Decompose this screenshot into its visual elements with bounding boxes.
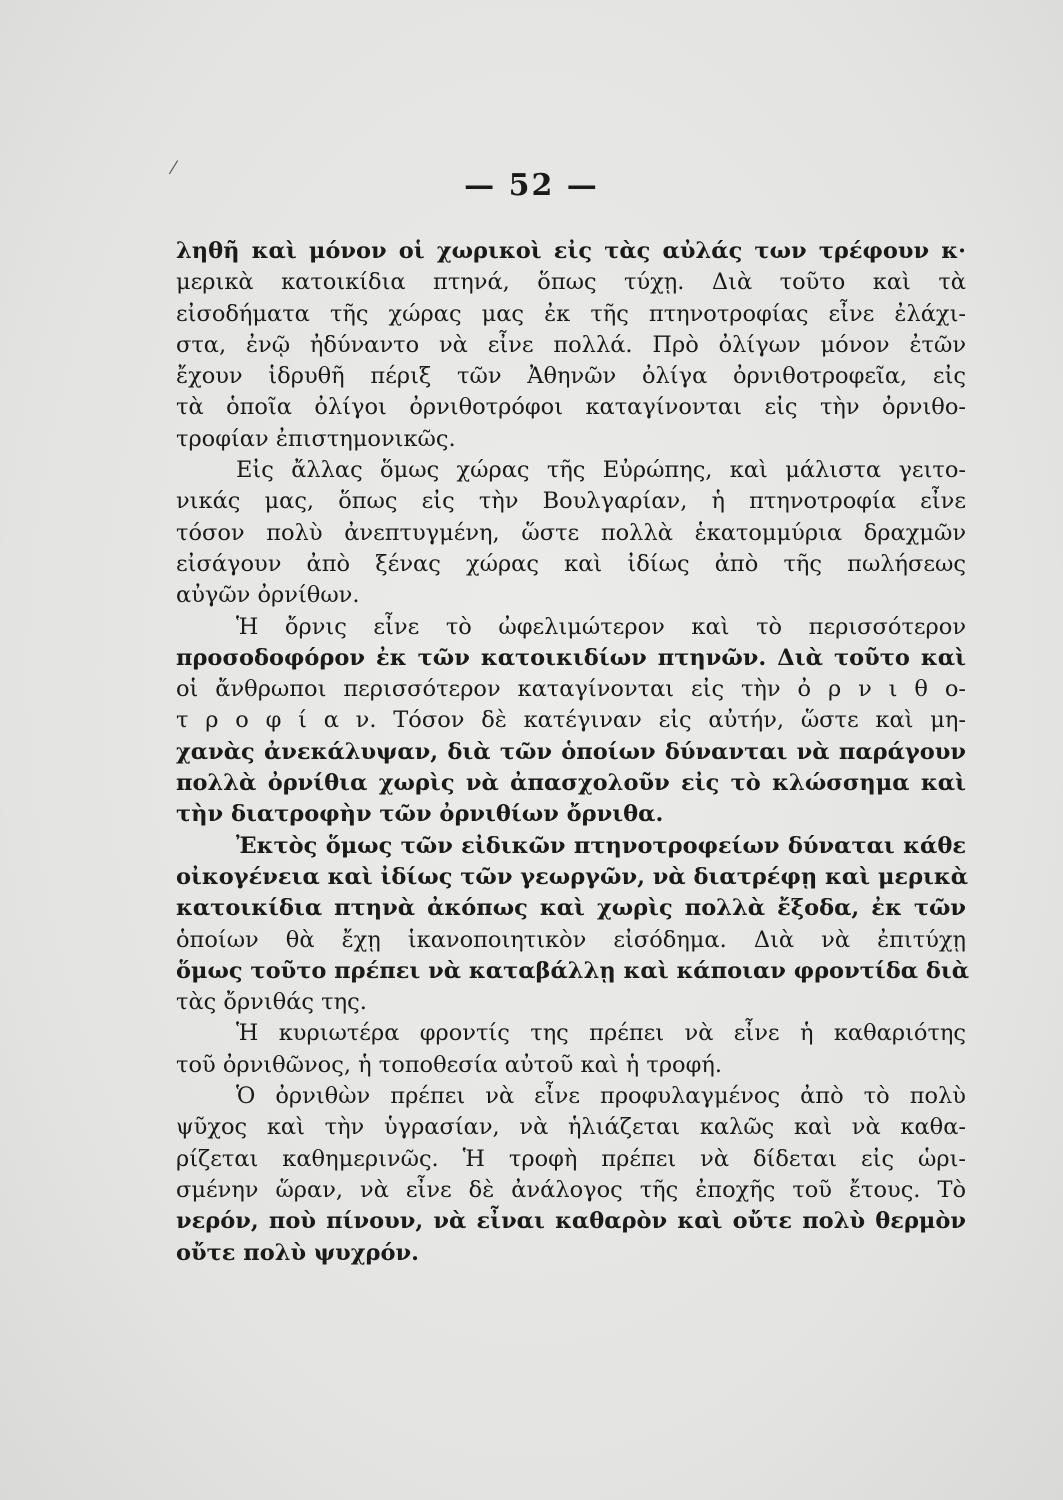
- text-line: Ἡ ὄρνις εἶνε τὸ ὠφελιμώτερον καὶ τὸ περισσότερον: [236, 613, 966, 640]
- text-line: ψῦχος καὶ τὴν ὑγρασίαν, νὰ ἡλιάζεται καλῶς καὶ νὰ καθα-: [176, 1114, 966, 1141]
- text-line: τ ρ ο φ ί α ν. Τόσον δὲ κατέγιναν εἰς αὐτήν, ὥστε καὶ μη-: [176, 707, 966, 734]
- text-line: τὰς ὄρνιθάς της.: [176, 989, 367, 1016]
- text-line: οἱ ἄνθρωποι περισσότερον καταγίνονται εἰς τὴν ὀ ρ ν ι θ ο-: [176, 676, 966, 703]
- text-line: τοῦ ὀρνιθῶνος, ἡ τοποθεσία αὐτοῦ καὶ ἡ τροφή.: [176, 1051, 722, 1078]
- text-line: τὰ ὁποῖα ὀλίγοι ὀρνιθοτρόφοι καταγίνονται εἰς τὴν ὀρνιθο-: [176, 394, 966, 421]
- text-line: τροφίαν ἐπιστημονικῶς.: [176, 425, 456, 452]
- text-line: εἰσοδήματα τῆς χώρας μας ἐκ τῆς πτηνοτροφίας εἶνε ἐλάχι-: [176, 300, 966, 327]
- text-line: οὔτε πολὺ ψυχρόν.: [176, 1239, 419, 1266]
- text-line: ὁποίων θὰ ἔχῃ ἱκανοποιητικὸν εἰσόδημα. Διὰ νὰ ἐπιτύχῃ: [176, 926, 966, 953]
- text-line: ἔχουν ἱδρυθῆ πέριξ τῶν Ἀθηνῶν ὀλίγα ὀρνιθοτροφεῖα, εἰς: [176, 363, 966, 390]
- text-line: τόσον πολὺ ἀνεπτυγμένη, ὥστε πολλὰ ἑκατομμύρια δραχμῶν: [176, 519, 966, 546]
- text-line: μερικὰ κατοικίδια πτηνά, ὅπως τύχῃ. Διὰ τοῦτο καὶ τὰ: [176, 269, 966, 296]
- text-line: αὐγῶν ὀρνίθων.: [176, 582, 360, 609]
- text-line: στα, ἐνῷ ἠδύναντο νὰ εἶνε πολλά. Πρὸ ὀλίγων μόνον ἐτῶν: [176, 331, 966, 358]
- text-line: πολλὰ ὀρνίθια χωρὶς νὰ ἀπασχολοῦν εἰς τὸ κλώσσημα καὶ: [176, 770, 966, 797]
- text-line: σμένην ὥραν, νὰ εἶνε δὲ ἀνάλογος τῆς ἐποχῆς τοῦ ἔτους. Τὸ: [176, 1176, 966, 1203]
- text-line: προσοδοφόρον ἐκ τῶν κατοικιδίων πτηνῶν. Διὰ τοῦτο καὶ: [176, 644, 966, 671]
- text-line: οἰκογένεια καὶ ἰδίως τῶν γεωργῶν, νὰ διατρέφῃ καὶ μερικὰ: [176, 863, 969, 890]
- text-line: Ἡ κυριωτέρα φροντίς της πρέπει νὰ εἶνε ἡ καθαριότης: [236, 1020, 966, 1047]
- text-line: κατοικίδια πτηνὰ ἀκόπως καὶ χωρὶς πολλὰ ἔξοδα, ἐκ τῶν: [176, 895, 966, 922]
- corner-mark: ⁄: [172, 158, 176, 179]
- text-line: ὅμως τοῦτο πρέπει νὰ καταβάλλῃ καὶ κάποιαν φροντίδα διὰ: [176, 957, 970, 984]
- text-line: τὴν διατροφὴν τῶν ὀρνιθίων ὄρνιθα.: [176, 801, 664, 828]
- text-line: Ὁ ὀρνιθὼν πρέπει νὰ εἶνε προφυλαγμένος ἀπὸ τὸ πολὺ: [236, 1083, 966, 1110]
- text-line: Ἐκτὸς ὅμως τῶν εἰδικῶν πτηνοτροφείων δύναται κάθε: [236, 832, 966, 859]
- text-line: νερόν, ποὺ πίνουν, νὰ εἶναι καθαρὸν καὶ οὔτε πολὺ θερμὸν: [176, 1208, 966, 1235]
- text-line: χανὰς ἀνεκάλυψαν, διὰ τῶν ὁποίων δύνανται νὰ παράγουν: [176, 738, 966, 765]
- body-text: [176, 236, 970, 1269]
- text-line: ληθῆ καὶ μόνον οἱ χωρικοὶ εἰς τὰς αὐλάς των τρέφουν κ·: [176, 238, 966, 264]
- page-number: — 52 —: [464, 168, 599, 203]
- text-line: ρίζεται καθημερινῶς. Ἡ τροφὴ πρέπει νὰ δίδεται εἰς ὡρι-: [176, 1145, 966, 1172]
- text-line: εἰσάγουν ἀπὸ ξένας χώρας καὶ ἰδίως ἀπὸ τῆς πωλήσεως: [176, 550, 966, 577]
- text-line: νικάς μας, ὅπως εἰς τὴν Βουλγαρίαν, ἡ πτηνοτροφία εἶνε: [176, 488, 966, 515]
- text-line: Εἰς ἄλλας ὅμως χώρας τῆς Εὐρώπης, καὶ μάλιστα γειτο-: [236, 457, 966, 484]
